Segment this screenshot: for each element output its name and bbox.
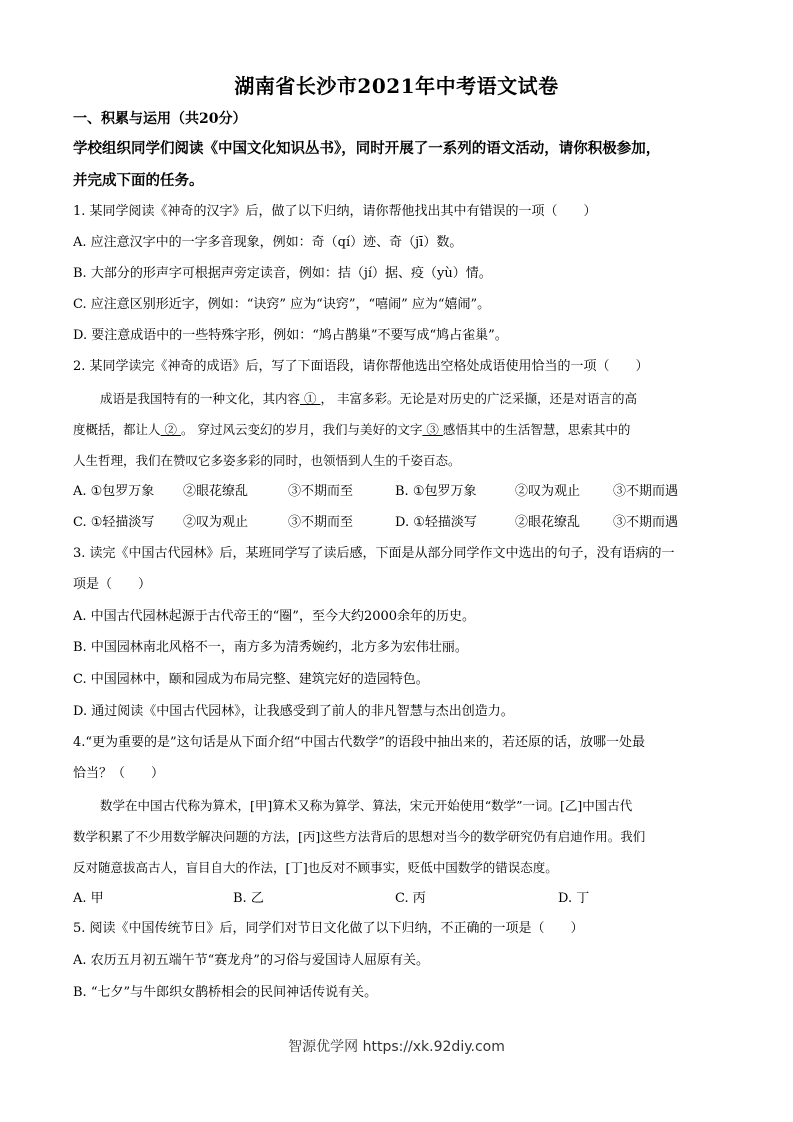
- q3-option-d: D. 通过阅读《中国古代园林》，让我感受到了前人的非凡智慧与杰出创造力。: [73, 704, 514, 719]
- q5-option-a: A. 农历五月初五端午节“赛龙舟”的习俗与爱国诗人屈原有关。: [73, 953, 429, 968]
- q4-passage-line-1: 数学在中国古代称为算术，[甲]算术又称为算学、算法，宋元开始使用“数学”一词。[乙]中国古代: [100, 798, 633, 813]
- intro-line-1: 学校组织同学们阅读《中国文化知识丛书》，同时开展了一系列的语文活动，请你积极参加，: [73, 140, 661, 157]
- q4-stem-line-2: 恰当？（ ）: [73, 766, 165, 781]
- q1-stem: 1. 某同学阅读《神奇的汉字》后，做了以下归纳，请你帮他找出其中有错误的一项（ ）: [73, 204, 597, 219]
- q1-option-a: A. 应注意汉字中的一字多音现象，例如：奇（qí）迹、奇（jī）数。: [73, 235, 463, 250]
- q3-option-c: C. 中国园林中，颐和园成为布局完整、建筑完好的造园特色。: [73, 672, 429, 687]
- q3-option-a: A. 中国古代园林起源于古代帝王的“圈”，至今大约2000余年的历史。: [73, 609, 476, 624]
- q1-option-d: D. 要注意成语中的一些特殊字形，例如：“鸠占鹊巢”不要写成“鸠占雀巢”。: [73, 328, 508, 343]
- footer-watermark: 智源优学网 https://xk.92diy.com: [288, 1039, 505, 1055]
- q3-option-b: B. 中国园林南北风格不一，南方多为清秀婉约，北方多为宏伟壮丽。: [73, 640, 468, 655]
- blank-1: ①: [300, 391, 321, 406]
- q1-option-b: B. 大部分的形声字可根据声旁定读音，例如：拮（jí）据、疫（yù）情。: [73, 266, 492, 281]
- q2-passage-line-2: 度概括，都让人 ② 。 穿过风云变幻的岁月，我们与美好的文字 ③ 感悟其中的生活智慧，思索其中的: [73, 422, 631, 437]
- q3-stem-line-1: 3. 读完《中国古代园林》后，某班同学写了读后感，下面是从部分同学作文中选出的句子，没有语病的一: [73, 546, 675, 561]
- blank-2: ②: [160, 422, 181, 437]
- section-heading: 一、积累与运用（共20分）: [73, 111, 247, 127]
- q1-option-c: C. 应注意区别形近字，例如：“诀窍” 应为“诀窍”，“嘻闹” 应为“嬉闹”。: [73, 297, 491, 312]
- intro-line-2: 并完成下面的任务。: [73, 172, 204, 189]
- q2-stem: 2. 某同学读完《神奇的成语》后，写了下面语段，请你帮他选出空格处成语使用恰当的一项（ ）: [73, 359, 649, 374]
- exam-page: 湖南省长沙市2021年中考语文试卷 一、积累与运用（共20分） 学校组织同学们阅读《中国文化知识丛书》，同时开展了一系列的语文活动，请你积极参加， 并完成下面的任务。 1. 某同学阅读《神奇的汉字》后，做了以下归纳，请你帮他找出其中有错误的一项（ ） A. 应注意汉字中的一字多音现象，例如：奇（qí）迹、奇（jī）数。 B. 大部分的形声字可根据声旁定读音，例如：拮（jí）据、疫（yù）情。 C. 应注意区别形近字，例如：“诀窍” 应为“诀窍”，“嘻闹” 应为“嬉闹”。 D. 要注意成语中的一些特殊字形，例如：“鸠占鹊巢”不要写成“鸠占雀巢”。 2. 某同学读完《神奇的成语》后，写了下面语段，请你帮他选出空格处成语使用恰当的一项（ ） 成语是我国特有的一种文化，其内容 ① ， 丰富多彩。无论是对历史的广泛采撷，还是对语言的高 度概括，都让人 ② 。 穿过风云变幻的岁月，我们与美好的文字 ③ 感悟其中的生活智慧，思索其中的 人生哲理，我们在赞叹它多姿多彩的同时，也领悟到人生的千姿百态。 A. ①包罗万象 ②眼花缭乱 ③不期而至 B. ①包罗万象 ②叹为观止 ③不期而遇 C. ①轻描淡写 ②叹为观止 ③不期而至 D. ①轻描淡写 ②眼花缭乱 ③不期而遇 3. 读完《中国古代园林》后，某班同学写了读后感，下面是从部分同学作文中选出的句子，没有语病的一 项是（ ） A. 中国古代园林起源于古代帝王的“圈”，至今大约2000余年的历史。 B. 中国园林南北风格不一，南方多为清秀婉约，北方多为宏伟壮丽。 C. 中国园林中，颐和园成为布局完整、建筑完好的造园特色。 D. 通过阅读《中国古代园林》，让我感受到了前人的非凡智慧与杰出创造力。 4.“更为重要的是”这句话是从下面介绍“中国古代数学”的语段中抽出来的，若还原的话，放哪一处最 恰当？（ ） 数学在中国古代称为算术，[甲]算术又称为算学、算法，宋元开始使用“数学”一词。[乙]中国古代 数学积累了不少用数学解决问题的方法，[丙]这些方法背后的思想对当今的数学研究仍有启迪作用。我们 反对随意拔高古人，盲目自大的作法，[丁]也反对不顾事实，贬低中国数学的错误态度。 A. 甲 B. 乙 C. 丙 D. 丁 5. 阅读《中国传统节日》后，同学们对节日文化做了以下归纳，不正确的一项是（ ） A. 农历五月初五端午节“赛龙舟”的习俗与爱国诗人屈原有关。 B. “七夕”与牛郎织女鹊桥相会的民间神话传说有关。 智源优学网 https://xk.92diy.com: [0, 0, 793, 1122]
- q5-option-b: B. “七夕”与牛郎织女鹊桥相会的民间神话传说有关。: [73, 985, 378, 1000]
- q2-passage-line-1: 成语是我国特有的一种文化，其内容 ① ， 丰富多彩。无论是对历史的广泛采撷，还是对语言的高: [100, 391, 637, 406]
- q4-passage-line-3: 反对随意拔高古人，盲目自大的作法，[丁]也反对不顾事实，贬低中国数学的错误态度。: [73, 860, 558, 875]
- q5-stem: 5. 阅读《中国传统节日》后，同学们对节日文化做了以下归纳，不正确的一项是（ ）: [73, 921, 584, 936]
- q3-stem-line-2: 项是（ ）: [73, 577, 152, 592]
- q2-passage-line-3: 人生哲理，我们在赞叹它多姿多彩的同时，也领悟到人生的千姿百态。: [73, 453, 461, 468]
- blank-3: ③: [422, 422, 443, 437]
- page-title: 湖南省长沙市2021年中考语文试卷: [234, 74, 559, 98]
- q4-passage-line-2: 数学积累了不少用数学解决问题的方法，[丙]这些方法背后的思想对当今的数学研究仍有启迪作用。我们: [73, 829, 646, 844]
- q4-stem-line-1: 4.“更为重要的是”这句话是从下面介绍“中国古代数学”的语段中抽出来的，若还原的话，放哪一处最: [73, 735, 645, 750]
